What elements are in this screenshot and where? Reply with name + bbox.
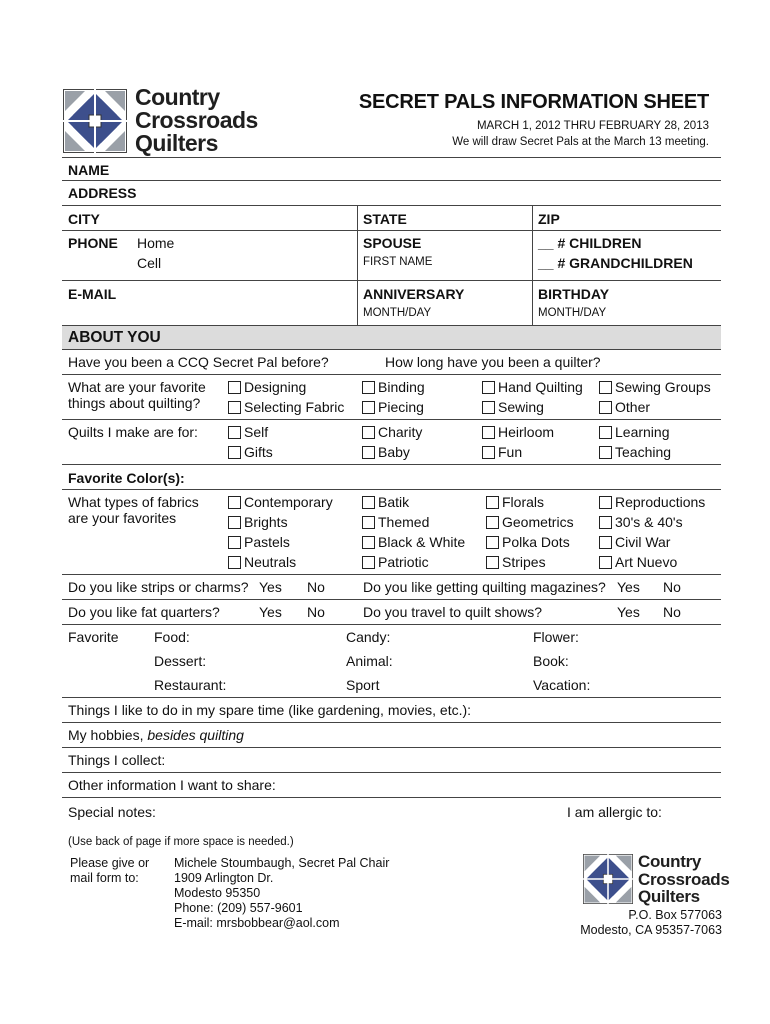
footer-logo-line-1: Country — [638, 852, 702, 871]
fat-quarters-no[interactable]: No — [307, 604, 325, 620]
opt-designing[interactable]: Designing — [228, 379, 306, 395]
birthday-sub: MONTH/DAY — [538, 307, 607, 319]
magazines-question: Do you like getting quilting magazines? — [363, 579, 606, 595]
opt-learning[interactable]: Learning — [599, 424, 670, 440]
checkbox-icon[interactable] — [362, 381, 375, 394]
checkbox-icon[interactable] — [482, 446, 495, 459]
opt-hand-quilting[interactable]: Hand Quilting — [482, 379, 583, 395]
checkbox-icon[interactable] — [599, 401, 612, 414]
restaurant-label: Restaurant: — [154, 677, 227, 693]
spouse-label: SPOUSE — [363, 235, 422, 251]
date-range: MARCH 1, 2012 THRU FEBRUARY 28, 2013 — [476, 120, 709, 132]
page-title: SECRET PALS INFORMATION SHEET — [358, 91, 709, 113]
contact-email[interactable]: E-mail: mrsbobbear@aol.com — [174, 916, 340, 930]
favorite-colors-label: Favorite Color(s): — [68, 470, 185, 486]
animal-label: Animal: — [346, 653, 393, 669]
checkbox-icon[interactable] — [228, 426, 241, 439]
secret-pal-row[interactable] — [62, 350, 721, 375]
opt-stripes[interactable]: Stripes — [486, 554, 546, 570]
checkbox-icon[interactable] — [486, 536, 499, 549]
phone-row[interactable] — [62, 231, 721, 281]
fat-quarters-row — [62, 600, 721, 625]
spare-time-label: Things I like to do in my spare time (like gardening, movies, etc.): — [68, 702, 472, 718]
opt-teaching[interactable]: Teaching — [599, 444, 671, 460]
opt-gifts[interactable]: Gifts — [228, 444, 273, 460]
mailing-address — [580, 908, 722, 938]
opt-contemporary[interactable]: Contemporary — [228, 494, 333, 510]
email-row[interactable] — [62, 281, 721, 326]
opt-selecting-fabric[interactable]: Selecting Fabric — [228, 399, 344, 415]
city-row[interactable] — [62, 206, 721, 231]
email-label: E-MAIL — [68, 286, 117, 302]
city-label: CITY — [68, 211, 100, 227]
po-box: P.O. Box 577063 — [628, 908, 722, 922]
opt-art-nuevo[interactable]: Art Nuevo — [599, 554, 677, 570]
quilts-for-row — [62, 420, 721, 465]
opt-30s-40s[interactable]: 30's & 40's — [599, 514, 683, 530]
collect-label: Things I collect: — [68, 752, 166, 768]
checkbox-icon[interactable] — [599, 556, 612, 569]
opt-sewing-groups[interactable]: Sewing Groups — [599, 379, 711, 395]
hobbies-label: My hobbies, besides quilting — [68, 727, 244, 743]
checkbox-icon[interactable] — [599, 381, 612, 394]
name-label: NAME — [68, 162, 110, 178]
checkbox-icon[interactable] — [482, 401, 495, 414]
fabrics-q2: are your favorites — [68, 510, 177, 526]
address-label: ADDRESS — [68, 185, 137, 201]
other-info-label: Other information I want to share: — [68, 777, 276, 793]
checkbox-icon[interactable] — [486, 516, 499, 529]
checkbox-icon[interactable] — [599, 426, 612, 439]
checkbox-icon[interactable] — [362, 401, 375, 414]
magazines-no[interactable]: No — [663, 579, 681, 595]
opt-baby[interactable]: Baby — [362, 444, 410, 460]
contact-city: Modesto 95350 — [174, 886, 261, 900]
opt-reproductions[interactable]: Reproductions — [599, 494, 705, 510]
special-notes-label: Special notes: — [68, 804, 156, 820]
opt-heirloom[interactable]: Heirloom — [482, 424, 554, 440]
quilt-shows-no[interactable]: No — [663, 604, 681, 620]
about-you-header — [62, 326, 721, 350]
strips-row — [62, 575, 721, 600]
checkbox-icon[interactable] — [486, 556, 499, 569]
checkbox-icon[interactable] — [362, 556, 375, 569]
logo-line-1: Country — [135, 84, 220, 110]
fat-quarters-question: Do you like fat quarters? — [68, 604, 220, 620]
strips-yes[interactable]: Yes — [259, 579, 282, 595]
checkbox-icon[interactable] — [599, 496, 612, 509]
opt-themed[interactable]: Themed — [362, 514, 429, 530]
food-label: Food: — [154, 629, 190, 645]
checkbox-icon[interactable] — [482, 381, 495, 394]
opt-other[interactable]: Other — [599, 399, 650, 415]
favorite-things-row — [62, 375, 721, 420]
checkbox-icon[interactable] — [362, 496, 375, 509]
footer-logo — [583, 853, 729, 906]
opt-sewing[interactable]: Sewing — [482, 399, 544, 415]
checkbox-icon[interactable] — [599, 516, 612, 529]
checkbox-icon[interactable] — [228, 381, 241, 394]
checkbox-icon[interactable] — [362, 536, 375, 549]
strips-question: Do you like strips or charms? — [68, 579, 249, 595]
fat-quarters-yes[interactable]: Yes — [259, 604, 282, 620]
about-you-heading: ABOUT YOU — [68, 329, 161, 346]
vacation-label: Vacation: — [533, 677, 591, 693]
checkbox-icon[interactable] — [228, 496, 241, 509]
first-name-label: FIRST NAME — [363, 256, 433, 268]
hobbies-row[interactable] — [62, 723, 721, 748]
contact-info — [174, 856, 389, 931]
checkbox-icon[interactable] — [362, 446, 375, 459]
special-notes-area[interactable] — [62, 798, 721, 852]
header-subtitle — [452, 118, 709, 150]
logo-line-2: Crossroads — [135, 107, 258, 133]
logo-line-3: Quilters — [135, 130, 218, 156]
checkbox-icon[interactable] — [486, 496, 499, 509]
opt-batik[interactable]: Batik — [362, 494, 409, 510]
dessert-label: Dessert: — [154, 653, 207, 669]
children-label: __ # CHILDREN — [538, 235, 642, 251]
secret-pal-question: Have you been a CCQ Secret Pal before? — [68, 354, 329, 370]
info-form — [62, 157, 721, 852]
opt-brights[interactable]: Brights — [228, 514, 288, 530]
mail-instructions — [70, 856, 149, 886]
draw-note: We will draw Secret Pals at the March 13 meeting. — [452, 136, 709, 148]
checkbox-icon[interactable] — [362, 426, 375, 439]
checkbox-icon[interactable] — [599, 446, 612, 459]
opt-pastels[interactable]: Pastels — [228, 534, 290, 550]
footer-logo-text — [638, 853, 729, 906]
quilt-block-logo-icon — [583, 854, 633, 904]
favorite-things-q1: What are your favorite — [68, 379, 206, 395]
contact-street: 1909 Arlington Dr. — [174, 871, 274, 885]
logo-text — [135, 86, 258, 155]
candy-label: Candy: — [346, 629, 391, 645]
favorite-things-q2: things about quilting? — [68, 395, 201, 411]
footer-logo-line-3: Quilters — [638, 887, 700, 906]
checkbox-icon[interactable] — [228, 446, 241, 459]
quilts-for-question: Quilts I make are for: — [68, 424, 198, 440]
checkbox-icon[interactable] — [599, 536, 612, 549]
fabrics-row — [62, 490, 721, 575]
quilt-block-logo-icon — [63, 89, 127, 153]
colors-row[interactable] — [62, 465, 721, 490]
opt-black-white[interactable]: Black & White — [362, 534, 465, 550]
address-row[interactable] — [62, 181, 721, 206]
magazines-yes[interactable]: Yes — [617, 579, 640, 595]
fabrics-q1: What types of fabrics — [68, 494, 199, 510]
home-phone-label: Home — [137, 235, 175, 251]
footer-logo-line-2: Crossroads — [638, 869, 730, 889]
opt-civil-war[interactable]: Civil War — [599, 534, 670, 550]
mailing-city: Modesto, CA 95357-7063 — [580, 923, 722, 937]
opt-polka-dots[interactable]: Polka Dots — [486, 534, 570, 550]
opt-neutrals[interactable]: Neutrals — [228, 554, 296, 570]
mail-instructions-line-2: mail form to: — [70, 871, 139, 885]
name-row[interactable] — [62, 157, 721, 181]
phone-label: PHONE — [68, 235, 118, 251]
checkbox-icon[interactable] — [228, 516, 241, 529]
checkbox-icon[interactable] — [362, 516, 375, 529]
flower-label: Flower: — [533, 629, 579, 645]
allergic-label: I am allergic to: — [567, 804, 662, 820]
favorites-row[interactable] — [62, 625, 721, 698]
zip-label: ZIP — [538, 211, 560, 227]
state-label: STATE — [363, 211, 407, 227]
sport-label: Sport — [346, 677, 380, 693]
opt-charity[interactable]: Charity — [362, 424, 422, 440]
favorite-label: Favorite — [68, 629, 119, 645]
birthday-label: BIRTHDAY — [538, 286, 610, 302]
anniversary-sub: MONTH/DAY — [363, 307, 432, 319]
book-label: Book: — [533, 653, 569, 669]
logo — [63, 86, 258, 155]
checkbox-icon[interactable] — [228, 401, 241, 414]
opt-piecing[interactable]: Piecing — [362, 399, 424, 415]
anniversary-label: ANNIVERSARY — [363, 286, 465, 302]
quilt-shows-question: Do you travel to quilt shows? — [363, 604, 542, 620]
spare-time-row[interactable] — [62, 698, 721, 723]
mail-instructions-line-1: Please give or — [70, 856, 150, 870]
back-of-page-note: (Use back of page if more space is needed.) — [68, 836, 294, 848]
contact-phone: Phone: (209) 557-9601 — [174, 901, 303, 915]
opt-fun[interactable]: Fun — [482, 444, 522, 460]
checkbox-icon[interactable] — [228, 556, 241, 569]
collect-row[interactable] — [62, 748, 721, 773]
hobbies-emphasis: besides quilting — [147, 727, 244, 743]
other-info-row[interactable] — [62, 773, 721, 798]
contact-name: Michele Stoumbaugh, Secret Pal Chair — [174, 856, 390, 870]
quilt-shows-yes[interactable]: Yes — [617, 604, 640, 620]
opt-geometrics[interactable]: Geometrics — [486, 514, 574, 530]
checkbox-icon[interactable] — [482, 426, 495, 439]
quilter-years-question: How long have you been a quilter? — [385, 354, 601, 370]
cell-phone-label: Cell — [137, 255, 162, 271]
opt-self[interactable]: Self — [228, 424, 268, 440]
opt-binding[interactable]: Binding — [362, 379, 425, 395]
strips-no[interactable]: No — [307, 579, 325, 595]
opt-florals[interactable]: Florals — [486, 494, 544, 510]
opt-patriotic[interactable]: Patriotic — [362, 554, 429, 570]
checkbox-icon[interactable] — [228, 536, 241, 549]
grandchildren-label: __ # GRANDCHILDREN — [538, 255, 693, 271]
